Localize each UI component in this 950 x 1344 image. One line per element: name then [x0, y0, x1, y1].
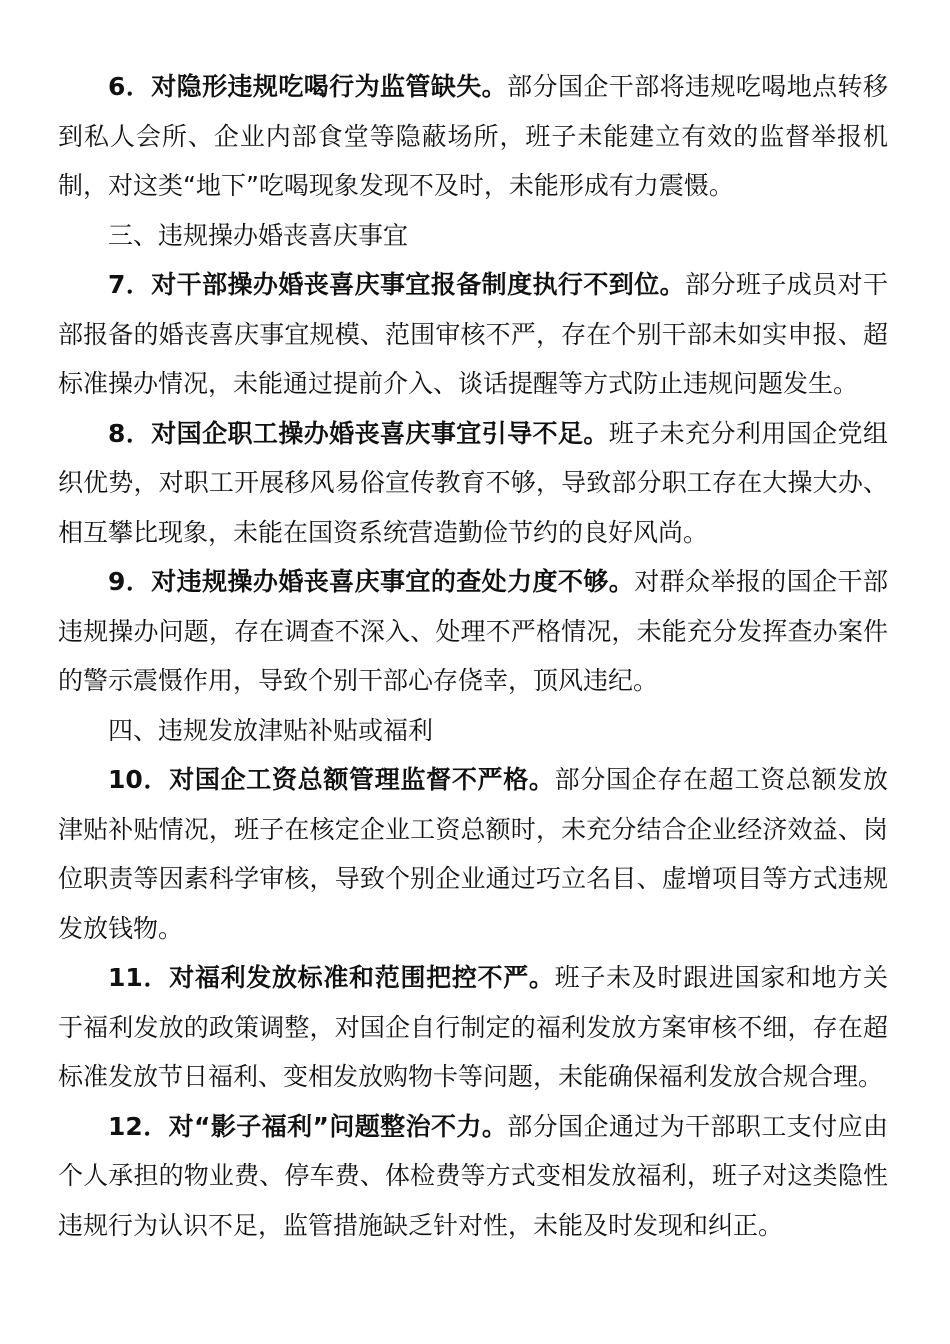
item-11-body: 班子未及时跟进国家和地方关于福利发放的政策调整，对国企自行制定的福利发放方案审核不细，存在超标准发放节日福利、变相发放购物卡等问题，未能确保福利发放合规合理。 — [58, 963, 888, 1091]
item-7-body: 部分班子成员对干部报备的婚丧喜庆事宜规模、范围审核不严，存在个别干部未如实申报、超标准操办情况，未能通过提前介入、谈话提醒等方式防止违规问题发生。 — [58, 270, 888, 398]
item-10-body: 部分国企存在超工资总额发放津贴补贴情况，班子在核定企业工资总额时，未充分结合企业经济效益、岗位职责等因素科学审核，导致个别企业通过巧立名目、虚增项目等方式违规发放钱物。 — [58, 765, 888, 943]
section-heading-4: 四、违规发放津贴补贴或福利 — [108, 715, 434, 745]
item-7 — [58, 260, 888, 409]
item-9 — [58, 557, 888, 706]
item-12 — [58, 1102, 888, 1251]
item-9-lead: 9．对违规操办婚丧喜庆事宜的查处力度不够。 — [108, 567, 635, 596]
item-9-body: 对群众举报的国企干部违规操办问题，存在调查不深入、处理不严格情况，未能充分发挥查办案件的警示震慑作用，导致个别干部心存侥幸，顶风违纪。 — [58, 567, 888, 695]
item-10 — [58, 755, 888, 953]
item-8-body: 班子未充分利用国企党组织优势，对职工开展移风易俗宣传教育不够，导致部分职工存在大操大办、相互攀比现象，未能在国资系统营造勤俭节约的良好风尚。 — [58, 418, 888, 547]
item-12-body: 部分国企通过为干部职工支付应由个人承担的物业费、停车费、体检费等方式变相发放福利，班子对这类隐性违规行为认识不足，监管措施缺乏针对性，未能及时发现和纠正。 — [58, 1111, 888, 1240]
item-11-lead: 11．对福利发放标准和范围把控不严。 — [108, 963, 555, 992]
item-6 — [58, 62, 888, 211]
item-6-lead: 6．对隐形违规吃喝行为监管缺失。 — [108, 72, 508, 101]
item-6-body: 部分国企干部将违规吃喝地点转移到私人会所、企业内部食堂等隐蔽场所，班子未能建立有效的监督举报机制，对这类“地下”吃喝现象发现不及时，未能形成有力震慑。 — [58, 72, 888, 200]
section-heading-3: 三、违规操办婚丧喜庆事宜 — [108, 220, 409, 250]
document-page — [58, 62, 888, 1250]
item-8 — [58, 409, 888, 558]
item-12-lead: 12．对“影子福利”问题整治不力。 — [108, 1111, 508, 1141]
item-10-lead: 10．对国企工资总额管理监督不严格。 — [108, 765, 555, 794]
item-11 — [58, 953, 888, 1102]
item-8-lead: 8．对国企职工操办婚丧喜庆事宜引导不足。 — [108, 418, 609, 448]
item-7-lead: 7．对干部操办婚丧喜庆事宜报备制度执行不到位。 — [108, 270, 686, 299]
